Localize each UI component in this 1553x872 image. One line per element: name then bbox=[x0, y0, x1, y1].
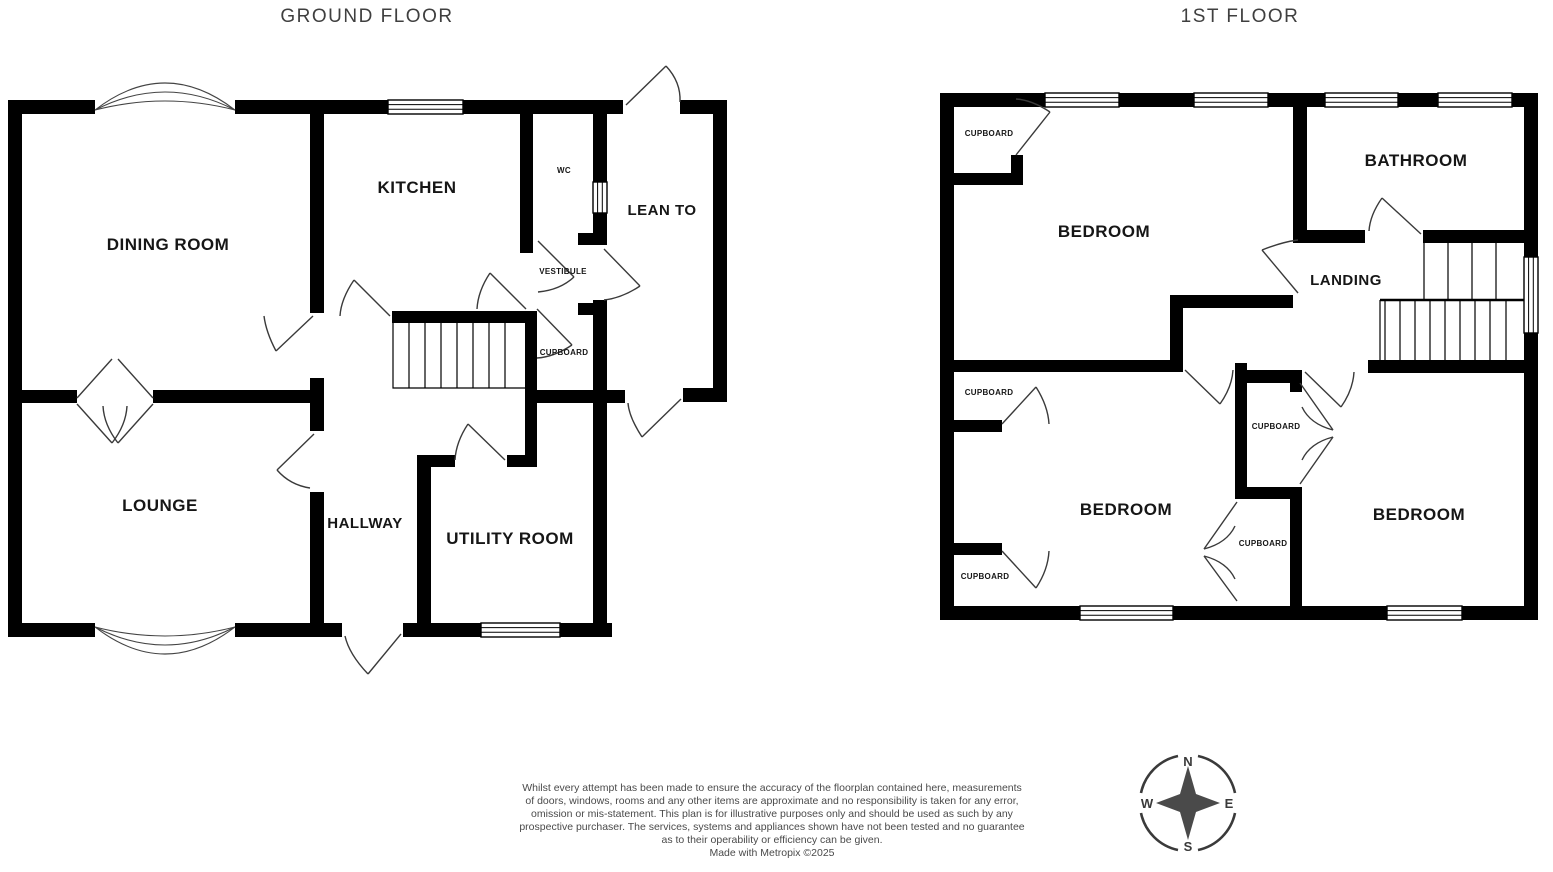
disclaimer-line-1: Whilst every attempt has been made to ensure the accuracy of the floorplan contained here, measurements bbox=[522, 782, 1022, 794]
ground-floor-walls bbox=[8, 100, 727, 637]
compass-circle bbox=[1198, 756, 1235, 793]
first-floor-stairs bbox=[1380, 243, 1524, 360]
compass-east-label: E bbox=[1224, 796, 1234, 811]
room-label-dining-room: DINING ROOM bbox=[106, 235, 230, 254]
first-floor bbox=[940, 6, 1538, 620]
ground-floor-bay-windows bbox=[95, 83, 235, 654]
room-label-wc: WC bbox=[557, 166, 571, 175]
room-label-kitchen: KITCHEN bbox=[377, 178, 457, 197]
disclaimer bbox=[519, 782, 1024, 859]
ground-floor-title: GROUND FLOOR bbox=[280, 6, 454, 27]
disclaimer-line-3: omission or mis-statement. This plan is for illustrative purposes only and should be used as such by any bbox=[531, 808, 1013, 820]
compass-south-label: S bbox=[1183, 839, 1193, 854]
room-label-landing: LANDING bbox=[1310, 272, 1382, 289]
room-label-lean-to: LEAN TO bbox=[627, 202, 697, 219]
disclaimer-line-5: as to their operability or efficiency can be given. bbox=[661, 834, 883, 846]
disclaimer-line-2: of doors, windows, rooms and any other items are approximate and no responsibility is taken for any error, bbox=[525, 795, 1019, 807]
ground-floor-stairs bbox=[393, 323, 525, 388]
cupboard-label-top-left: CUPBOARD bbox=[964, 129, 1014, 138]
room-label-bedroom-left: BEDROOM bbox=[1079, 500, 1173, 519]
room-label-cupboard-ground: CUPBOARD bbox=[539, 348, 589, 357]
ground-floor bbox=[8, 6, 727, 674]
compass-star-icon bbox=[1156, 766, 1220, 840]
disclaimer-credit: Made with Metropix ©2025 bbox=[709, 847, 835, 859]
room-label-bedroom-top: BEDROOM bbox=[1057, 222, 1151, 241]
ground-floor-doors bbox=[77, 66, 681, 674]
first-floor-doors bbox=[1002, 99, 1421, 601]
compass-north-label: N bbox=[1183, 754, 1193, 769]
room-label-utility-room: UTILITY ROOM bbox=[446, 529, 574, 548]
room-label-bedroom-right: BEDROOM bbox=[1372, 505, 1466, 524]
room-label-hallway: HALLWAY bbox=[327, 515, 403, 532]
compass-west-label: W bbox=[1140, 796, 1154, 811]
first-floor-title: 1ST FLOOR bbox=[1180, 6, 1300, 27]
room-label-vestibule: VESTIBULE bbox=[539, 267, 587, 276]
cupboard-label-mid-left: CUPBOARD bbox=[964, 388, 1014, 397]
room-label-lounge: LOUNGE bbox=[122, 496, 198, 515]
cupboard-label-center-lower: CUPBOARD bbox=[1238, 539, 1288, 548]
cupboard-label-bottom-left: CUPBOARD bbox=[960, 572, 1010, 581]
disclaimer-line-4: prospective purchaser. The services, systems and appliances shown have not been tested and no guarantee bbox=[519, 821, 1025, 833]
room-label-bathroom: BATHROOM bbox=[1364, 151, 1468, 170]
compass-rose bbox=[1141, 754, 1235, 854]
cupboard-label-center-upper: CUPBOARD bbox=[1251, 422, 1301, 431]
